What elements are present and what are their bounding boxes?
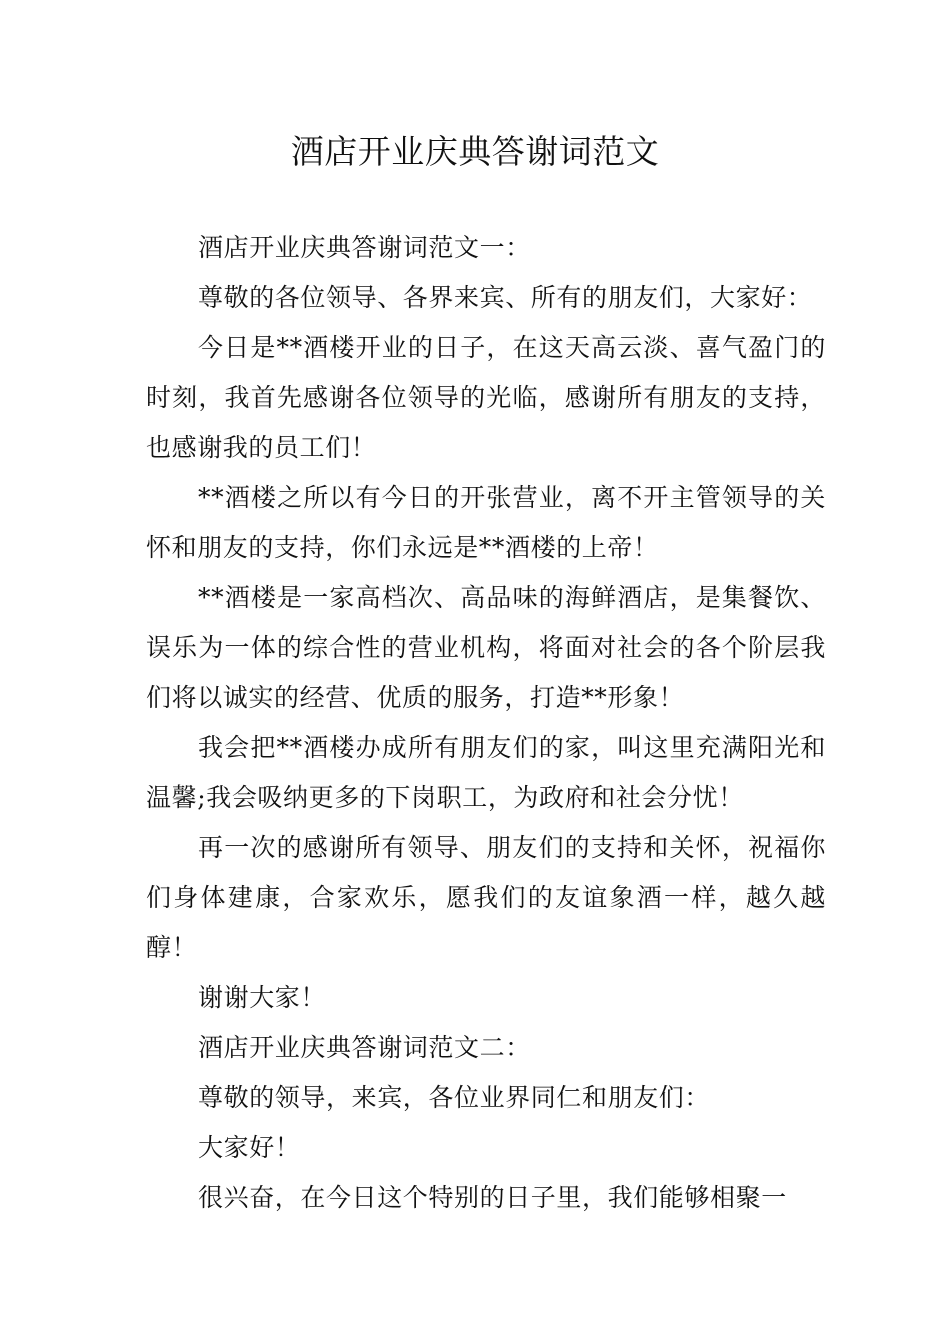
paragraph-salutation: 尊敬的领导，来宾，各位业界同仁和朋友们：: [198, 1083, 711, 1112]
paragraph-section-two-heading: 酒店开业庆典答谢词范文二：: [198, 1033, 531, 1062]
paragraph-introduction: **酒楼是一家高档次、高品味的海鲜酒店，是集餐饮、误乐为一体的综合性的营业机构，将面对社会的各个阶层我们将以诚实的经营、优质的服务，打造**形象！: [146, 583, 826, 712]
paragraph-support: **酒楼之所以有今日的开张营业，离不开主管领导的关怀和朋友的支持，你们永远是**酒楼的上帝！: [146, 483, 826, 562]
paragraph-commitment: 我会把**酒楼办成所有朋友们的家，叫这里充满阳光和温馨;我会吸纳更多的下岗职工，为政府和社会分忧！: [146, 733, 826, 812]
paragraph-greeting: 尊敬的各位领导、各界来宾、所有的朋友们，大家好：: [198, 283, 813, 312]
paragraph-section-one-heading: 酒店开业庆典答谢词范文一：: [198, 233, 531, 262]
paragraph-closing: 谢谢大家！: [198, 983, 327, 1012]
paragraph-opening: 很兴奋，在今日这个特别的日子里，我们能够相聚一: [198, 1183, 787, 1212]
paragraph-opening-thanks: 今日是**酒楼开业的日子，在这天高云淡、喜气盈门的时刻，我首先感谢各位领导的光临，感谢所有朋友的支持，也感谢我的员工们！: [146, 333, 826, 462]
paragraph-wishes: 再一次的感谢所有领导、朋友们的支持和关怀，祝福你们身体建康，合家欢乐，愿我们的友谊象酒一样，越久越醇！: [146, 833, 826, 962]
document-body: [146, 223, 826, 1223]
paragraph-hello: 大家好！: [198, 1133, 301, 1162]
document-title: 酒店开业庆典答谢词范文: [290, 132, 660, 171]
